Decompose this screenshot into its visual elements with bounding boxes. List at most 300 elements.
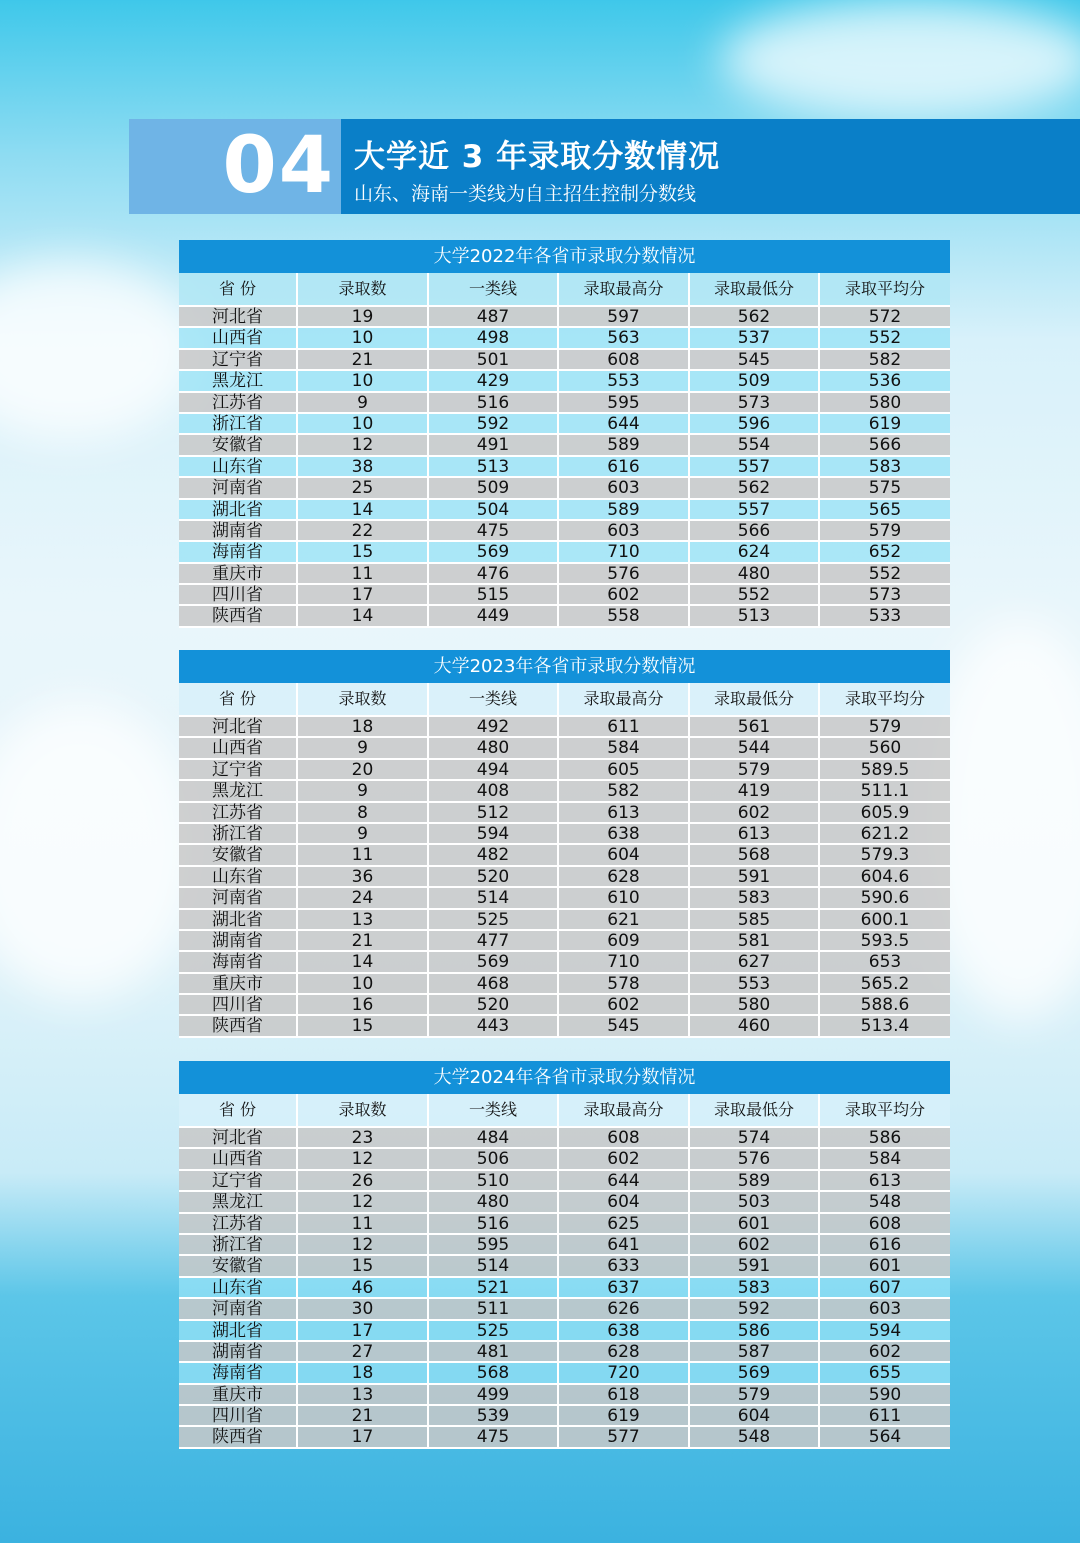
- cell-tier1-line: 539: [429, 1406, 559, 1425]
- table-row: [179, 521, 950, 542]
- cell-avg-score: 588.6: [820, 995, 950, 1014]
- cell-province: 湖北省: [179, 500, 298, 519]
- cell-province: 安徽省: [179, 1256, 298, 1275]
- cell-min-score: 509: [690, 371, 820, 390]
- cell-tier1-line: 492: [429, 717, 559, 736]
- cell-admitted: 15: [298, 1256, 429, 1275]
- cell-tier1-line: 525: [429, 1321, 559, 1340]
- cell-min-score: 545: [690, 350, 820, 369]
- cell-tier1-line: 514: [429, 888, 559, 907]
- cell-min-score: 557: [690, 500, 820, 519]
- cell-min-score: 513: [690, 606, 820, 625]
- cell-tier1-line: 594: [429, 824, 559, 843]
- table-row: [179, 952, 950, 973]
- table-row: [179, 1171, 950, 1192]
- cell-max-score: 625: [559, 1214, 690, 1233]
- cell-province: 海南省: [179, 1363, 298, 1382]
- cell-province: 河北省: [179, 1128, 298, 1147]
- cell-tier1-line: 449: [429, 606, 559, 625]
- table-header: [179, 1094, 950, 1128]
- cell-province: 湖北省: [179, 1321, 298, 1340]
- cell-max-score: 602: [559, 1149, 690, 1168]
- cell-avg-score: 572: [820, 307, 950, 326]
- table-header: [179, 273, 950, 307]
- cell-avg-score: 564: [820, 1427, 950, 1446]
- cell-admitted: 27: [298, 1342, 429, 1361]
- cell-tier1-line: 521: [429, 1278, 559, 1297]
- cell-avg-score: 590.6: [820, 888, 950, 907]
- cell-tier1-line: 516: [429, 393, 559, 412]
- table-row: [179, 1016, 950, 1037]
- cell-admitted: 8: [298, 803, 429, 822]
- cell-max-score: 710: [559, 952, 690, 971]
- cell-province: 湖南省: [179, 1342, 298, 1361]
- cell-province: 河北省: [179, 307, 298, 326]
- cell-province: 重庆市: [179, 564, 298, 583]
- cell-max-score: 577: [559, 1427, 690, 1446]
- cell-admitted: 24: [298, 888, 429, 907]
- section-title-block: [341, 119, 1080, 214]
- cell-min-score: 576: [690, 1149, 820, 1168]
- cell-min-score: 568: [690, 845, 820, 864]
- cell-avg-score: 583: [820, 457, 950, 476]
- cell-admitted: 14: [298, 952, 429, 971]
- cell-avg-score: 566: [820, 435, 950, 454]
- cell-avg-score: 565: [820, 500, 950, 519]
- cell-max-score: 589: [559, 435, 690, 454]
- cell-province: 湖南省: [179, 931, 298, 950]
- cell-province: 海南省: [179, 952, 298, 971]
- cell-admitted: 12: [298, 1149, 429, 1168]
- cell-min-score: 602: [690, 1235, 820, 1254]
- cell-avg-score: 593.5: [820, 931, 950, 950]
- page-title: 大学近 3 年录取分数情况: [354, 139, 721, 175]
- cell-min-score: 583: [690, 1278, 820, 1297]
- cell-max-score: 582: [559, 781, 690, 800]
- cell-avg-score: 600.1: [820, 910, 950, 929]
- cell-avg-score: 621.2: [820, 824, 950, 843]
- cell-min-score: 537: [690, 328, 820, 347]
- cell-tier1-line: 491: [429, 435, 559, 454]
- cell-avg-score: 579.3: [820, 845, 950, 864]
- cell-tier1-line: 481: [429, 1342, 559, 1361]
- cell-province: 山东省: [179, 457, 298, 476]
- cell-min-score: 587: [690, 1342, 820, 1361]
- table-row: [179, 1149, 950, 1170]
- cell-min-score: 580: [690, 995, 820, 1014]
- cell-admitted: 13: [298, 910, 429, 929]
- cell-admitted: 12: [298, 1235, 429, 1254]
- cell-province: 黑龙江: [179, 371, 298, 390]
- table-title: 大学2022年各省市录取分数情况: [179, 240, 950, 273]
- cell-avg-score: 511.1: [820, 781, 950, 800]
- cell-max-score: 641: [559, 1235, 690, 1254]
- cell-max-score: 638: [559, 1321, 690, 1340]
- cell-admitted: 11: [298, 845, 429, 864]
- cell-max-score: 603: [559, 478, 690, 497]
- table-row: [179, 867, 950, 888]
- cell-max-score: 609: [559, 931, 690, 950]
- cell-tier1-line: 514: [429, 1256, 559, 1275]
- table-row: [179, 328, 950, 349]
- cell-admitted: 12: [298, 1192, 429, 1211]
- cell-province: 陕西省: [179, 606, 298, 625]
- cell-avg-score: 655: [820, 1363, 950, 1382]
- cell-admitted: 14: [298, 606, 429, 625]
- cell-min-score: 460: [690, 1016, 820, 1035]
- table-row: [179, 1256, 950, 1277]
- cell-min-score: 566: [690, 521, 820, 540]
- cell-max-score: 611: [559, 717, 690, 736]
- cell-tier1-line: 515: [429, 585, 559, 604]
- cell-max-score: 616: [559, 457, 690, 476]
- table-row: [179, 414, 950, 435]
- cell-max-score: 603: [559, 521, 690, 540]
- cell-avg-score: 579: [820, 521, 950, 540]
- cell-avg-score: 607: [820, 1278, 950, 1297]
- cell-admitted: 38: [298, 457, 429, 476]
- cell-province: 河南省: [179, 888, 298, 907]
- cell-avg-score: 603: [820, 1299, 950, 1318]
- cell-min-score: 552: [690, 585, 820, 604]
- cell-tier1-line: 510: [429, 1171, 559, 1190]
- cell-avg-score: 552: [820, 328, 950, 347]
- cell-tier1-line: 568: [429, 1363, 559, 1382]
- cell-tier1-line: 512: [429, 803, 559, 822]
- table-row: [179, 824, 950, 845]
- cell-min-score: 562: [690, 478, 820, 497]
- cell-min-score: 592: [690, 1299, 820, 1318]
- cell-province: 山东省: [179, 1278, 298, 1297]
- cell-min-score: 601: [690, 1214, 820, 1233]
- column-header-avg-score: 录取平均分: [844, 1100, 925, 1119]
- column-header-tier1-line: 一类线: [429, 1094, 559, 1126]
- cell-max-score: 638: [559, 824, 690, 843]
- cell-tier1-line: 504: [429, 500, 559, 519]
- table-row: [179, 803, 950, 824]
- column-header-max-score: 录取最高分: [559, 273, 690, 305]
- table-row: [179, 606, 950, 627]
- table-title: 大学2024年各省市录取分数情况: [179, 1061, 950, 1094]
- cell-tier1-line: 499: [429, 1385, 559, 1404]
- table-row: [179, 478, 950, 499]
- table-row: [179, 1385, 950, 1406]
- cell-admitted: 21: [298, 931, 429, 950]
- cell-tier1-line: 480: [429, 738, 559, 757]
- cell-tier1-line: 482: [429, 845, 559, 864]
- cell-tier1-line: 520: [429, 867, 559, 886]
- cell-avg-score: 575: [820, 478, 950, 497]
- cell-admitted: 22: [298, 521, 429, 540]
- table-row: [179, 738, 950, 759]
- cell-max-score: 604: [559, 845, 690, 864]
- cell-avg-score: 573: [820, 585, 950, 604]
- cell-admitted: 9: [298, 824, 429, 843]
- cell-admitted: 15: [298, 542, 429, 561]
- table-row: [179, 350, 950, 371]
- cell-admitted: 12: [298, 435, 429, 454]
- cell-admitted: 10: [298, 328, 429, 347]
- table-row: [179, 931, 950, 952]
- column-header-avg-score: 录取平均分: [844, 689, 925, 708]
- column-header-admitted: 录取数: [298, 1094, 429, 1126]
- table-row: [179, 1235, 950, 1256]
- cell-province: 山西省: [179, 328, 298, 347]
- cell-min-score: 569: [690, 1363, 820, 1382]
- cell-admitted: 9: [298, 393, 429, 412]
- column-header-max-score: 录取最高分: [559, 1094, 690, 1126]
- cell-avg-score: 548: [820, 1192, 950, 1211]
- table-row: [179, 1363, 950, 1384]
- cell-min-score: 589: [690, 1171, 820, 1190]
- cell-province: 山西省: [179, 738, 298, 757]
- cell-tier1-line: 516: [429, 1214, 559, 1233]
- table-row: [179, 564, 950, 585]
- cell-province: 山西省: [179, 1149, 298, 1168]
- column-header-max-score: 录取最高分: [559, 683, 690, 715]
- cell-max-score: 545: [559, 1016, 690, 1035]
- cell-admitted: 11: [298, 1214, 429, 1233]
- cell-province: 重庆市: [179, 974, 298, 993]
- cell-max-score: 578: [559, 974, 690, 993]
- cell-tier1-line: 487: [429, 307, 559, 326]
- table-row: [179, 393, 950, 414]
- table-row: [179, 435, 950, 456]
- cell-admitted: 21: [298, 1406, 429, 1425]
- cell-max-score: 576: [559, 564, 690, 583]
- cell-min-score: 574: [690, 1128, 820, 1147]
- page-subtitle: 山东、海南一类线为自主招生控制分数线: [354, 183, 697, 205]
- cell-province: 河南省: [179, 478, 298, 497]
- cell-max-score: 608: [559, 350, 690, 369]
- cell-province: 湖南省: [179, 521, 298, 540]
- cell-tier1-line: 592: [429, 414, 559, 433]
- column-header-province: 省 份: [179, 273, 298, 305]
- cell-admitted: 15: [298, 1016, 429, 1035]
- cell-province: 安徽省: [179, 845, 298, 864]
- cell-min-score: 596: [690, 414, 820, 433]
- cell-avg-score: 565.2: [820, 974, 950, 993]
- cell-admitted: 23: [298, 1128, 429, 1147]
- cell-max-score: 613: [559, 803, 690, 822]
- table-row: [179, 910, 950, 931]
- cell-province: 河北省: [179, 717, 298, 736]
- cell-tier1-line: 520: [429, 995, 559, 1014]
- cell-tier1-line: 475: [429, 521, 559, 540]
- table-body: [179, 307, 950, 628]
- cell-max-score: 628: [559, 1342, 690, 1361]
- column-header-province: 省 份: [179, 683, 298, 715]
- cell-avg-score: 616: [820, 1235, 950, 1254]
- cell-avg-score: 533: [820, 606, 950, 625]
- column-header-min-score: 录取最低分: [690, 273, 820, 305]
- cell-avg-score: 604.6: [820, 867, 950, 886]
- cell-max-score: 604: [559, 1192, 690, 1211]
- cell-min-score: 583: [690, 888, 820, 907]
- table-row: [179, 1342, 950, 1363]
- cell-tier1-line: 595: [429, 1235, 559, 1254]
- section-number-block: [129, 119, 341, 214]
- cell-province: 黑龙江: [179, 781, 298, 800]
- column-header-admitted: 录取数: [298, 683, 429, 715]
- cell-max-score: 619: [559, 1406, 690, 1425]
- table-2023: [179, 650, 950, 1038]
- cell-province: 四川省: [179, 995, 298, 1014]
- cell-admitted: 20: [298, 760, 429, 779]
- cell-max-score: 637: [559, 1278, 690, 1297]
- table-row: [179, 717, 950, 738]
- cell-province: 山东省: [179, 867, 298, 886]
- cell-province: 安徽省: [179, 435, 298, 454]
- table-row: [179, 1192, 950, 1213]
- cell-min-score: 553: [690, 974, 820, 993]
- cell-min-score: 557: [690, 457, 820, 476]
- cell-tier1-line: 511: [429, 1299, 559, 1318]
- cell-min-score: 627: [690, 952, 820, 971]
- cell-admitted: 11: [298, 564, 429, 583]
- cell-admitted: 18: [298, 717, 429, 736]
- cell-min-score: 562: [690, 307, 820, 326]
- cell-min-score: 581: [690, 931, 820, 950]
- cell-admitted: 9: [298, 738, 429, 757]
- cell-max-score: 621: [559, 910, 690, 929]
- cell-province: 海南省: [179, 542, 298, 561]
- table-row: [179, 888, 950, 909]
- table-row: [179, 974, 950, 995]
- cell-province: 黑龙江: [179, 1192, 298, 1211]
- table-row: [179, 760, 950, 781]
- cell-admitted: 17: [298, 1427, 429, 1446]
- section-number: 04: [222, 121, 335, 211]
- cell-min-score: 573: [690, 393, 820, 412]
- table-row: [179, 995, 950, 1016]
- cell-max-score: 584: [559, 738, 690, 757]
- cell-admitted: 17: [298, 1321, 429, 1340]
- cell-province: 浙江省: [179, 1235, 298, 1254]
- cell-min-score: 579: [690, 1385, 820, 1404]
- cell-max-score: 633: [559, 1256, 690, 1275]
- cell-province: 陕西省: [179, 1016, 298, 1035]
- cell-tier1-line: 468: [429, 974, 559, 993]
- cell-avg-score: 602: [820, 1342, 950, 1361]
- cell-avg-score: 653: [820, 952, 950, 971]
- cell-tier1-line: 498: [429, 328, 559, 347]
- cell-tier1-line: 476: [429, 564, 559, 583]
- cell-tier1-line: 475: [429, 1427, 559, 1446]
- cell-max-score: 644: [559, 414, 690, 433]
- column-header-tier1-line: 一类线: [429, 273, 559, 305]
- cell-avg-score: 605.9: [820, 803, 950, 822]
- cell-avg-score: 580: [820, 393, 950, 412]
- cell-max-score: 563: [559, 328, 690, 347]
- cell-avg-score: 601: [820, 1256, 950, 1275]
- cell-max-score: 618: [559, 1385, 690, 1404]
- cell-province: 辽宁省: [179, 760, 298, 779]
- table-body: [179, 717, 950, 1038]
- cell-avg-score: 619: [820, 414, 950, 433]
- cell-min-score: 613: [690, 824, 820, 843]
- cell-max-score: 602: [559, 995, 690, 1014]
- table-row: [179, 1299, 950, 1320]
- cell-tier1-line: 513: [429, 457, 559, 476]
- table-row: [179, 1427, 950, 1448]
- table-row: [179, 371, 950, 392]
- cell-max-score: 605: [559, 760, 690, 779]
- table-header: [179, 683, 950, 717]
- cell-admitted: 10: [298, 371, 429, 390]
- cell-avg-score: 513.4: [820, 1016, 950, 1035]
- cell-admitted: 18: [298, 1363, 429, 1382]
- table-row: [179, 1278, 950, 1299]
- cell-admitted: 13: [298, 1385, 429, 1404]
- cell-admitted: 9: [298, 781, 429, 800]
- cell-min-score: 503: [690, 1192, 820, 1211]
- cell-avg-score: 611: [820, 1406, 950, 1425]
- cell-admitted: 19: [298, 307, 429, 326]
- cell-province: 河南省: [179, 1299, 298, 1318]
- cell-avg-score: 582: [820, 350, 950, 369]
- table-body: [179, 1128, 950, 1449]
- cell-tier1-line: 501: [429, 350, 559, 369]
- cell-min-score: 579: [690, 760, 820, 779]
- cell-max-score: 626: [559, 1299, 690, 1318]
- cell-min-score: 554: [690, 435, 820, 454]
- cell-max-score: 589: [559, 500, 690, 519]
- cell-tier1-line: 480: [429, 1192, 559, 1211]
- cell-tier1-line: 477: [429, 931, 559, 950]
- cell-province: 辽宁省: [179, 350, 298, 369]
- cell-province: 四川省: [179, 1406, 298, 1425]
- cell-province: 重庆市: [179, 1385, 298, 1404]
- table-2024: [179, 1061, 950, 1449]
- cell-province: 辽宁省: [179, 1171, 298, 1190]
- cell-avg-score: 590: [820, 1385, 950, 1404]
- cell-min-score: 602: [690, 803, 820, 822]
- cell-min-score: 591: [690, 867, 820, 886]
- cell-max-score: 710: [559, 542, 690, 561]
- cell-admitted: 14: [298, 500, 429, 519]
- table-row: [179, 1128, 950, 1149]
- cell-avg-score: 579: [820, 717, 950, 736]
- cell-admitted: 25: [298, 478, 429, 497]
- cell-tier1-line: 509: [429, 478, 559, 497]
- cell-province: 浙江省: [179, 414, 298, 433]
- table-row: [179, 1214, 950, 1235]
- cell-province: 江苏省: [179, 393, 298, 412]
- table-2022: [179, 240, 950, 628]
- table-row: [179, 585, 950, 606]
- cell-max-score: 553: [559, 371, 690, 390]
- cell-tier1-line: 525: [429, 910, 559, 929]
- cell-max-score: 610: [559, 888, 690, 907]
- cell-max-score: 628: [559, 867, 690, 886]
- cell-max-score: 595: [559, 393, 690, 412]
- table-row: [179, 1406, 950, 1427]
- cell-avg-score: 608: [820, 1214, 950, 1233]
- table-title: 大学2023年各省市录取分数情况: [179, 650, 950, 683]
- cell-province: 江苏省: [179, 1214, 298, 1233]
- cell-province: 陕西省: [179, 1427, 298, 1446]
- cell-avg-score: 652: [820, 542, 950, 561]
- cell-tier1-line: 408: [429, 781, 559, 800]
- table-row: [179, 845, 950, 866]
- column-header-admitted: 录取数: [298, 273, 429, 305]
- cell-admitted: 30: [298, 1299, 429, 1318]
- cell-max-score: 608: [559, 1128, 690, 1147]
- cell-max-score: 558: [559, 606, 690, 625]
- cell-max-score: 644: [559, 1171, 690, 1190]
- cell-tier1-line: 569: [429, 542, 559, 561]
